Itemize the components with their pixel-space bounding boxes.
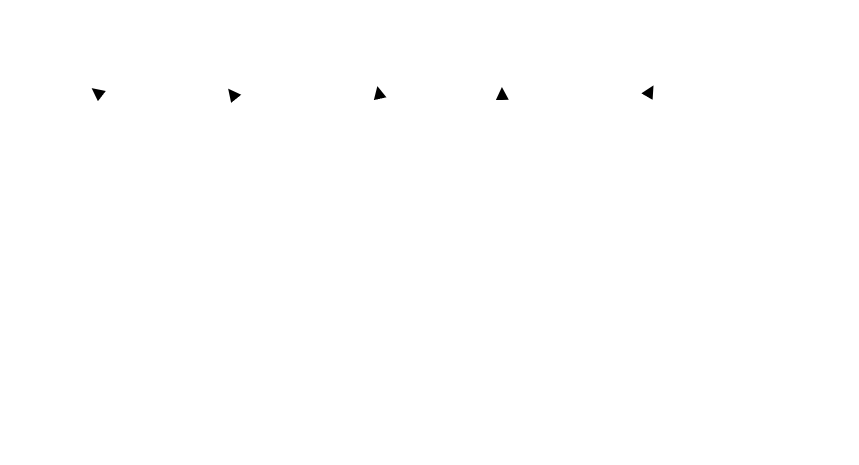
influence-arrows [0, 76, 859, 128]
priorities-summary [0, 0, 859, 75]
arrow-icon [378, 89, 386, 125]
arrow-icon [94, 90, 138, 124]
arrow-icon [502, 90, 503, 125]
priorities-matrix [141, 128, 799, 455]
arrow-icon [630, 88, 652, 126]
arrow-icon [230, 91, 257, 125]
